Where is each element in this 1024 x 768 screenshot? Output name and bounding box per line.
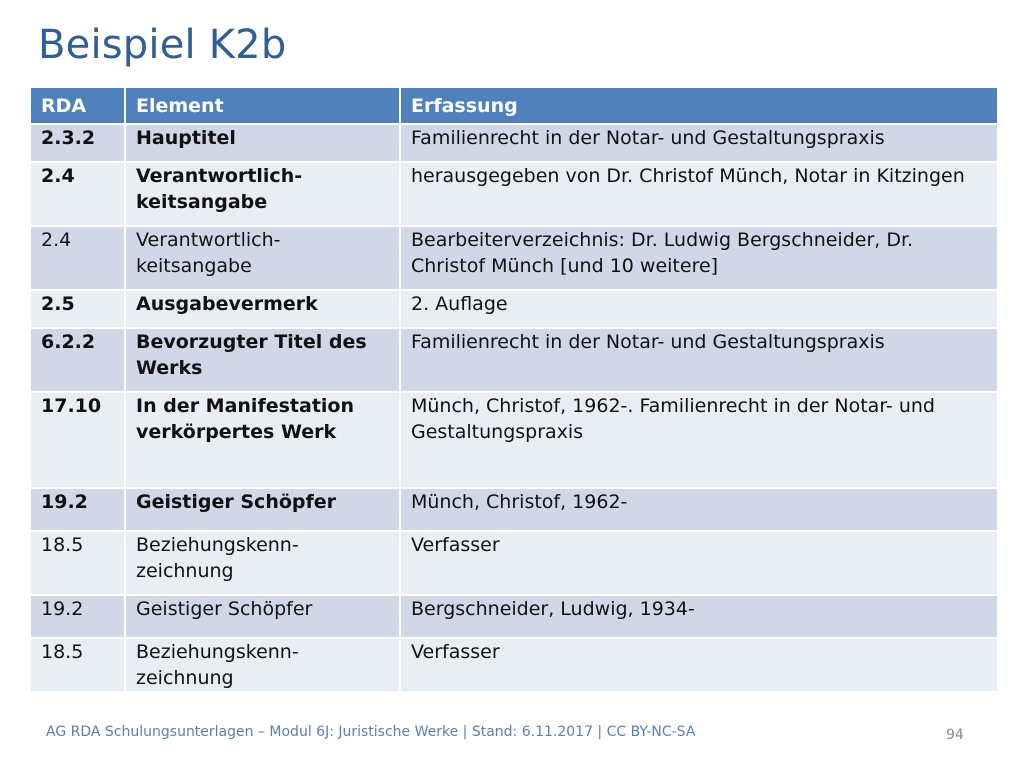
rda-cell: 19.2: [30, 488, 125, 531]
table-row: [30, 290, 998, 328]
rda-cell: 18.5: [30, 531, 125, 595]
table-row: [30, 392, 998, 488]
erfassung-cell: Familienrecht in der Notar- und Gestaltungspraxis: [400, 328, 998, 392]
erfassung-cell: Familienrecht in der Notar- und Gestaltungspraxis: [400, 124, 998, 162]
element-cell: In der Manifestation verkörpertes Werk: [125, 392, 400, 488]
header-rda: RDA: [30, 87, 125, 124]
table-row: [30, 124, 998, 162]
table-row: [30, 226, 998, 290]
erfassung-cell: Münch, Christof, 1962-: [400, 488, 998, 531]
table-row: [30, 531, 998, 595]
slide-title: Beispiel K2b: [38, 22, 287, 68]
table-row: [30, 328, 998, 392]
erfassung-cell: Verfasser: [400, 531, 998, 595]
element-cell: Beziehungskenn-zeichnung: [125, 531, 400, 595]
header-erfassung: Erfassung: [400, 87, 998, 124]
rda-cell: 2.4: [30, 226, 125, 290]
rda-cell: 2.4: [30, 162, 125, 226]
rda-cell: 2.3.2: [30, 124, 125, 162]
rda-table: [29, 86, 999, 693]
rda-cell: 17.10: [30, 392, 125, 488]
element-cell: Geistiger Schöpfer: [125, 488, 400, 531]
rda-cell: 6.2.2: [30, 328, 125, 392]
element-cell: Beziehungskenn-zeichnung: [125, 638, 400, 692]
page-number: 94: [946, 727, 964, 743]
erfassung-cell: herausgegeben von Dr. Christof Münch, Notar in Kitzingen: [400, 162, 998, 226]
table-row: [30, 638, 998, 692]
element-cell: Verantwortlich-keitsangabe: [125, 162, 400, 226]
rda-cell: 18.5: [30, 638, 125, 692]
table-row: [30, 595, 998, 638]
erfassung-cell: Bergschneider, Ludwig, 1934-: [400, 595, 998, 638]
erfassung-cell: Bearbeiterverzeichnis: Dr. Ludwig Bergschneider, Dr. Christof Münch [und 10 weitere]: [400, 226, 998, 290]
element-cell: Ausgabevermerk: [125, 290, 400, 328]
erfassung-cell: Verfasser: [400, 638, 998, 692]
element-cell: Verantwortlich-keitsangabe: [125, 226, 400, 290]
rda-cell: 2.5: [30, 290, 125, 328]
element-cell: Hauptitel: [125, 124, 400, 162]
header-element: Element: [125, 87, 400, 124]
footer-text: AG RDA Schulungsunterlagen – Modul 6J: Juristische Werke | Stand: 6.11.2017 | CC BY-NC-SA: [46, 724, 696, 740]
erfassung-cell: 2. Auflage: [400, 290, 998, 328]
rda-cell: 19.2: [30, 595, 125, 638]
element-cell: Bevorzugter Titel des Werks: [125, 328, 400, 392]
table-header-row: [30, 87, 998, 124]
element-cell: Geistiger Schöpfer: [125, 595, 400, 638]
table-row: [30, 488, 998, 531]
erfassung-cell: Münch, Christof, 1962-. Familienrecht in der Notar- und Gestaltungspraxis: [400, 392, 998, 488]
table-row: [30, 162, 998, 226]
